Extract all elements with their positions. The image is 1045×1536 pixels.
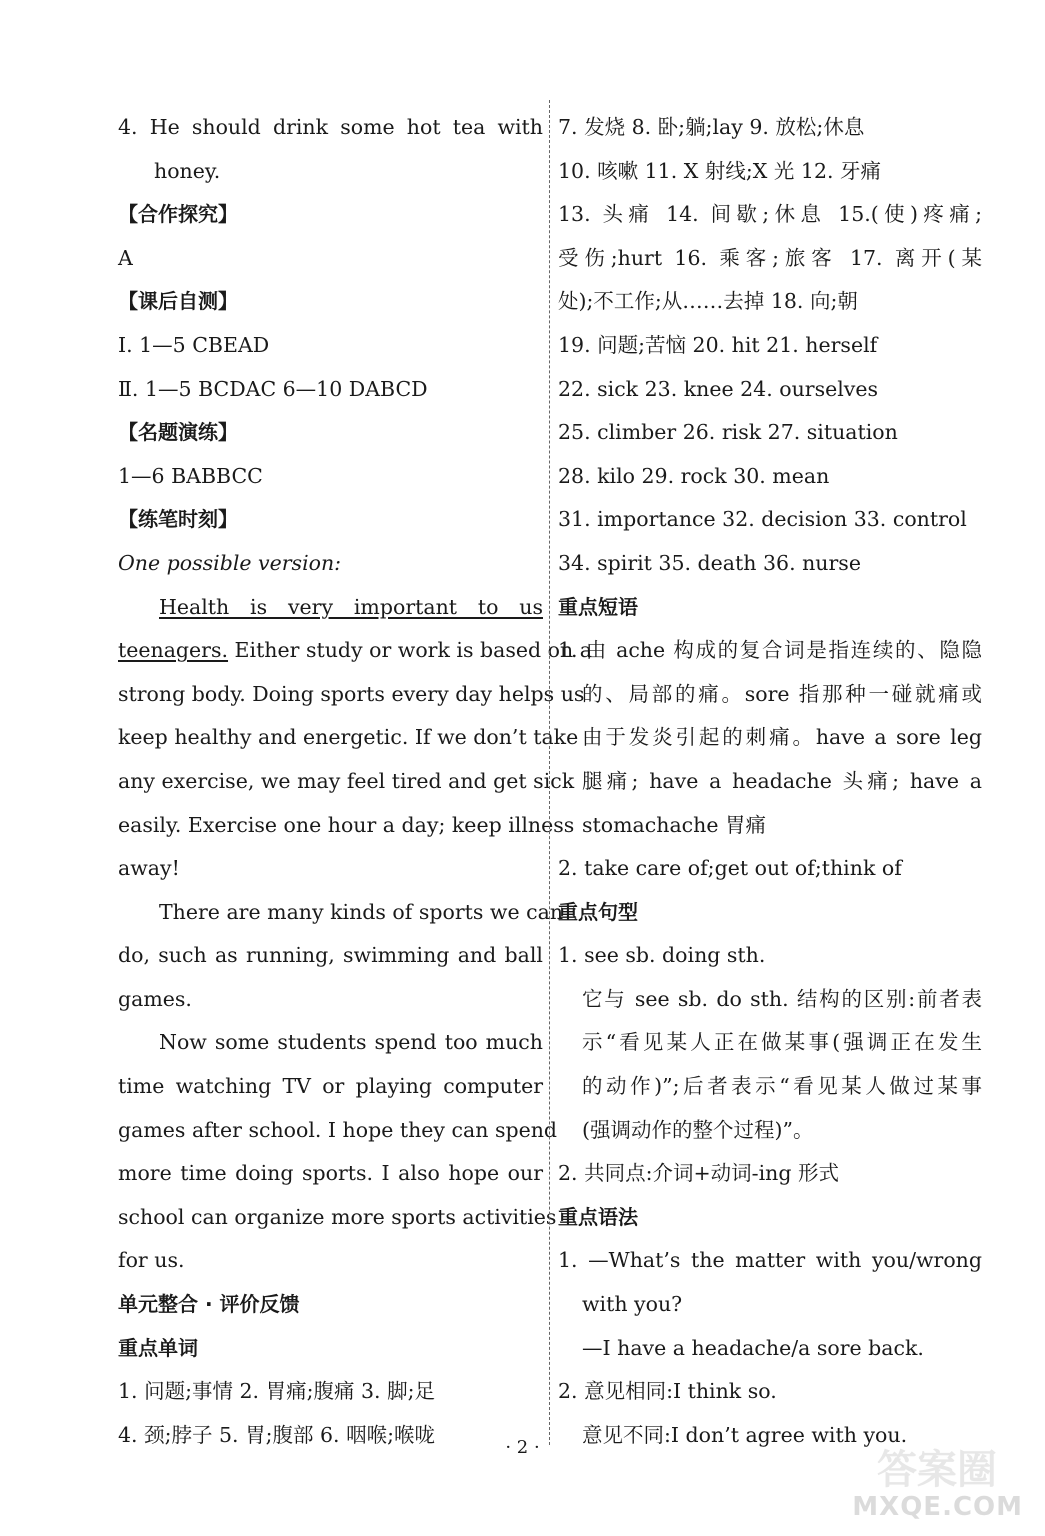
answer-line: 28. kilo 29. rock 30. mean xyxy=(558,463,830,488)
answer-line: A xyxy=(118,245,133,270)
answer-line: strong body. Doing sports every day helps us xyxy=(118,681,585,706)
answer-line: 2. 共同点:介词+动词-ing 形式 xyxy=(558,1161,839,1186)
answer-line: 4. He should drink some hot tea with xyxy=(118,115,543,139)
answer-line: 25. climber 26. risk 27. situation xyxy=(558,420,898,445)
underlined-text: teenagers. xyxy=(118,638,229,663)
answer-line: honey. xyxy=(154,158,221,183)
answer-line: more time doing sports. I also hope our xyxy=(118,1161,543,1186)
answer-line: 22. sick 23. knee 24. ourselves xyxy=(558,376,879,401)
essay-line: There are many kinds of sports we can xyxy=(159,899,564,924)
section-heading: 【课后自测】 xyxy=(118,289,238,314)
answer-line: Ⅰ. 1—5 CBEAD xyxy=(118,332,270,357)
answer-line: any exercise, we may feel tired and get sick xyxy=(118,768,575,793)
section-heading: 重点句型 xyxy=(558,899,638,924)
watermark xyxy=(847,1436,1027,1526)
answer-line: 1—6 BABBCC xyxy=(118,463,263,488)
answer-line: for us. xyxy=(118,1248,185,1273)
essay-line: Health is very important to us xyxy=(159,594,543,619)
answer-line: 31. importance 32. decision 33. control xyxy=(558,507,967,532)
answer-line: (强调动作的整个过程)”。 xyxy=(582,1117,814,1142)
answer-line: do, such as running, swimming and ball xyxy=(118,943,543,968)
right-column xyxy=(558,106,982,1457)
answer-line: 1. see sb. doing sth. xyxy=(558,943,766,968)
answer-line: 1. 由 ache 构成的复合词是指连续的、隐隐 xyxy=(558,638,982,663)
sample-label: One possible version: xyxy=(118,550,342,575)
essay-line xyxy=(118,629,592,673)
answer-line: 腿痛; have a headache 头痛; have a xyxy=(582,768,982,793)
answer-line: 34. spirit 35. death 36. nurse xyxy=(558,550,861,575)
answer-line: away! xyxy=(118,856,180,881)
answer-line: games after school. I hope they can spend xyxy=(118,1117,558,1142)
section-heading: 重点短语 xyxy=(558,594,638,619)
watermark-logo: 答案圈 xyxy=(877,1447,997,1493)
column-divider xyxy=(549,100,550,1445)
answer-line: —I have a headache/a sore back. xyxy=(582,1335,924,1360)
page-number: · 2 · xyxy=(505,1437,540,1458)
answer-line: 1. —What’s the matter with you/wrong xyxy=(558,1248,982,1273)
answer-line: keep healthy and energetic. If we don’t take xyxy=(118,725,579,750)
answer-line: school can organize more sports activities xyxy=(118,1204,557,1229)
answer-line: Ⅱ. 1—5 BCDAC 6—10 DABCD xyxy=(118,376,428,401)
left-column xyxy=(118,106,592,1457)
answer-line: with you? xyxy=(582,1292,683,1317)
section-heading: 单元整合 · 评价反馈 xyxy=(118,1292,300,1317)
answer-line: 示“看见某人正在做某事(强调正在发生 xyxy=(582,1030,982,1055)
answer-line: 19. 问题;苦恼 20. hit 21. herself xyxy=(558,332,878,357)
answer-line: 的动作)”;后者表示“看见某人做过某事 xyxy=(582,1074,982,1099)
answer-line: 4. 颈;脖子 5. 胃;腹部 6. 咽喉;喉咙 xyxy=(118,1422,435,1447)
answer-line: easily. Exercise one hour a day; keep illness xyxy=(118,812,575,837)
line-text: Either study or work is based on a xyxy=(228,638,592,663)
answer-line: 处);不工作;从……去掉 18. 向;朝 xyxy=(558,289,858,314)
answer-line: 1. 问题;事情 2. 胃痛;腹痛 3. 脚;足 xyxy=(118,1379,435,1404)
essay-line: Now some students spend too much xyxy=(159,1030,543,1055)
answer-line: 2. take care of;get out of;think of xyxy=(558,856,902,881)
answer-line: stomachache 胃痛 xyxy=(582,812,766,837)
answer-line: time watching TV or playing computer xyxy=(118,1074,543,1099)
section-heading: 重点单词 xyxy=(118,1335,198,1360)
answer-line: 的、局部的痛。sore 指那种一碰就痛或 xyxy=(582,681,982,706)
answer-line: 13. 头痛 14. 间歇;休息 15.(使)疼痛; xyxy=(558,202,982,227)
answer-line: 7. 发烧 8. 卧;躺;lay 9. 放松;休息 xyxy=(558,115,865,139)
answer-line: 由于发炎引起的刺痛。have a sore leg xyxy=(582,725,982,750)
answer-line: 受伤;hurt 16. 乘客;旅客 17. 离开(某 xyxy=(558,245,982,270)
answer-line: 意见不同:I don’t agree with you. xyxy=(582,1422,908,1447)
section-heading: 【名题演练】 xyxy=(118,420,238,445)
answer-line: 2. 意见相同:I think so. xyxy=(558,1379,777,1404)
watermark-text: MXQE.COM xyxy=(852,1492,1023,1522)
answer-line: games. xyxy=(118,986,192,1011)
answer-line: 它与 see sb. do sth. 结构的区别:前者表 xyxy=(582,986,982,1011)
section-heading: 【练笔时刻】 xyxy=(118,507,238,532)
section-heading: 【合作探究】 xyxy=(118,202,238,227)
answer-line: 10. 咳嗽 11. X 射线;X 光 12. 牙痛 xyxy=(558,158,882,183)
section-heading: 重点语法 xyxy=(558,1204,638,1229)
